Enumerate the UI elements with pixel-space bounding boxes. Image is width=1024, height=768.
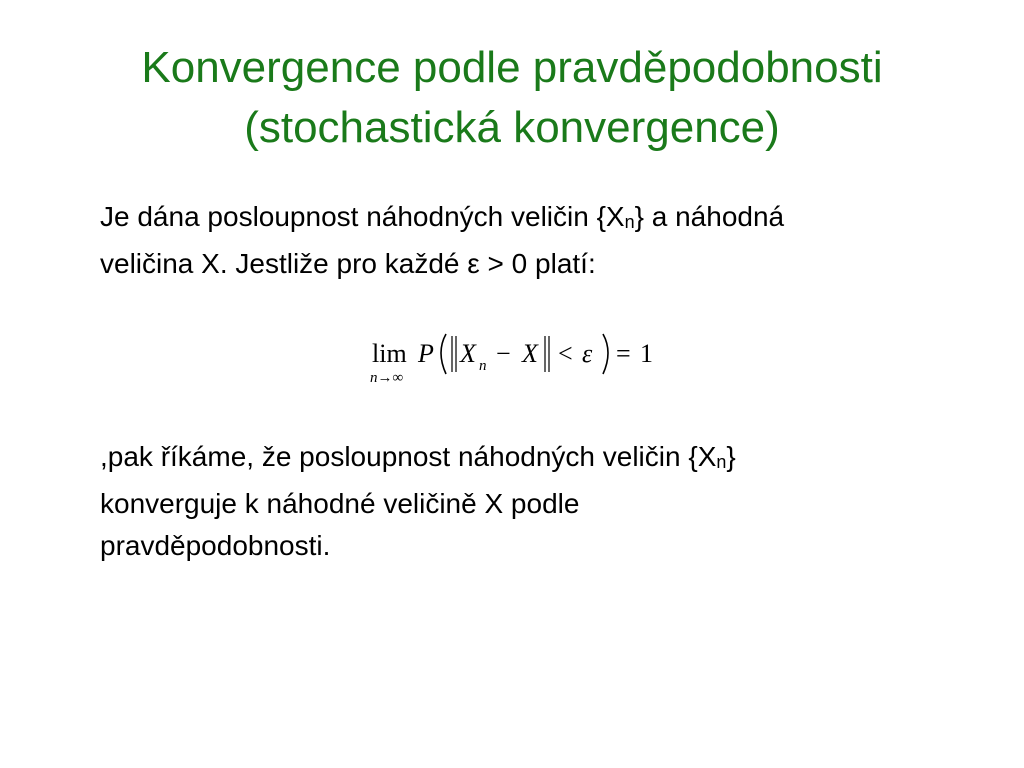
conclusion-line-3: pravděpodobnosti. (100, 530, 331, 561)
formula-X2: X (522, 339, 538, 368)
conclusion-line-2: konverguje k náhodné veličině X podle (100, 488, 580, 519)
formula-lt: < (558, 339, 573, 368)
intro-line-2: veličina X. Jestliže pro každé ε > 0 platí: (100, 248, 596, 279)
formula-lim: lim (372, 339, 407, 368)
formula-minus: − (496, 339, 511, 368)
intro-text-a: Je dána posloupnost náhodných veličin {X (100, 201, 625, 232)
formula-abs-right (545, 336, 549, 372)
formula-one: 1 (640, 339, 653, 368)
title-line-2: (stochastická konvergence) (244, 103, 780, 152)
formula-lim-sub: n→∞ (370, 370, 404, 386)
intro-text-b: } a náhodná (634, 201, 785, 232)
intro-paragraph (100, 196, 960, 285)
formula-P: P (418, 339, 434, 368)
formula-n: n (479, 358, 487, 374)
formula-abs-left (452, 336, 456, 372)
title-line-1: Konvergence podle pravděpodobnosti (141, 43, 883, 92)
formula-eps: ε (582, 339, 593, 368)
conclusion-paragraph (100, 436, 960, 567)
intro-subscript: n (624, 212, 635, 232)
formula-X: X (460, 339, 476, 368)
conclusion-text-a: ,pak říkáme, že posloupnost náhodných veličin {X (100, 441, 717, 472)
limit-formula (368, 328, 668, 388)
slide-title (0, 38, 1024, 158)
conclusion-text-b: } (726, 441, 736, 472)
formula-eq: = (616, 339, 631, 368)
formula-right-paren (603, 334, 608, 374)
conclusion-subscript: n (716, 452, 727, 472)
formula-left-paren (441, 334, 446, 374)
